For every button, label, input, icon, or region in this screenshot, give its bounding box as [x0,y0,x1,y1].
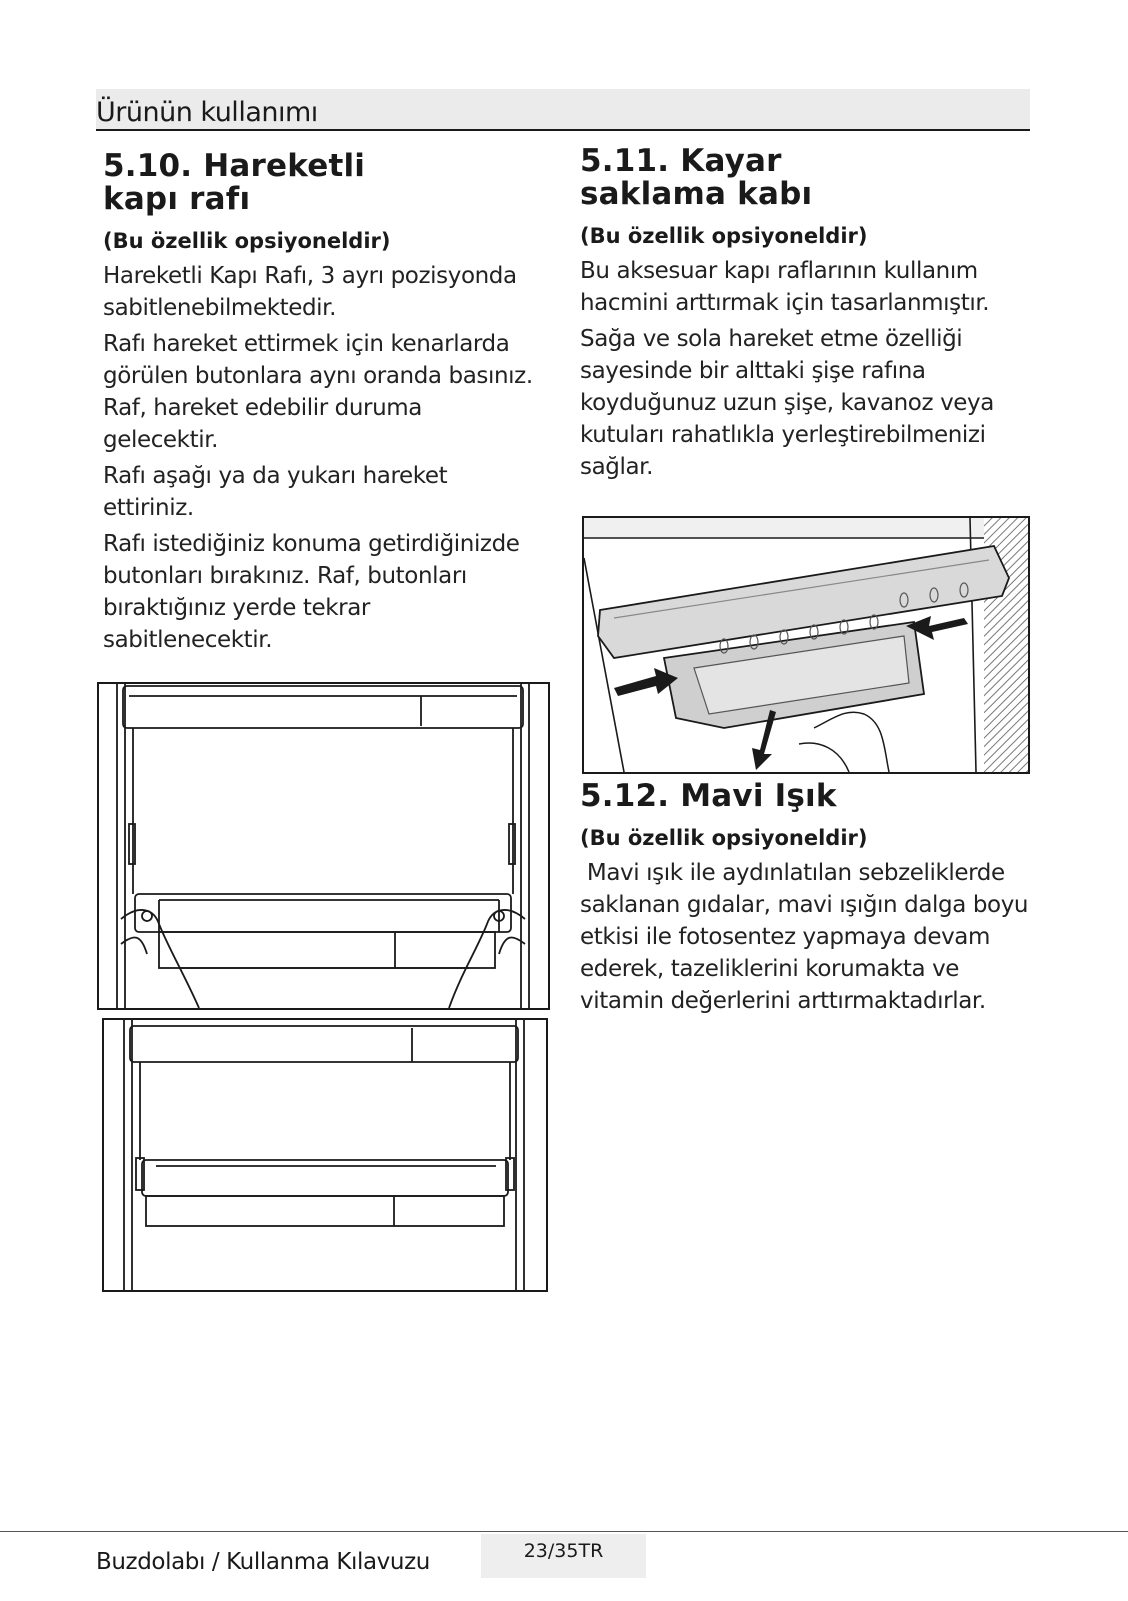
section-5-10 [103,150,543,660]
paragraph: Bu aksesuar kapı raflarının kullanım hacmini arttırmak için tasarlanmıştır. [580,258,990,316]
optional-note: (Bu özellik opsiyoneldir) [580,224,868,248]
paragraph: Sağa ve sola hareket etme özelliği sayesinde bir alttaki şişe rafına koyduğunuz uzun şişe, kavanoz veya kutuları rahatlıkla yerleştirebilmenizi sağlar. [580,326,994,480]
page-number: 23/35TR [481,1534,646,1578]
section-5-11 [580,145,1030,487]
paragraph: Rafı istediğiniz konuma getirdiğinizde butonları bırakınız. Raf, butonları bıraktığınız yerde tekrar sabitlenecektir. [103,531,520,653]
door-shelf-lowered-illustration [104,1020,546,1290]
door-shelf-figure-hands [97,682,550,1010]
section-5-11-heading: 5.11. Kayar saklama kabı [580,143,813,212]
door-shelf-figure-lowered [102,1018,548,1292]
door-shelf-illustration [99,684,548,1008]
sliding-storage-box-illustration [584,518,1028,772]
optional-note: (Bu özellik opsiyoneldir) [580,826,868,850]
paragraph: Hareketli Kapı Rafı, 3 ayrı pozisyonda sabitlenebilmektedir. [103,263,517,321]
section-title: Ürünün kullanımı [96,97,318,128]
section-5-12 [580,778,1036,1021]
paragraph: Rafı hareket ettirmek için kenarlarda görülen butonlara aynı oranda basınız. Raf, hareket edebilir duruma gelecektir. [103,331,533,453]
optional-note: (Bu özellik opsiyoneldir) [103,229,391,253]
paragraph: Rafı aşağı ya da yukarı hareket ettiriniz. [103,463,448,521]
sliding-storage-box-figure [582,516,1030,774]
paragraph: Mavi ışık ile aydınlatılan sebzeliklerde saklanan gıdalar, mavi ışığın dalga boyu etkisi ile fotosentez yapmaya devam ederek, tazeliklerini korumakta ve vitamin değerlerini arttırmaktadırlar. [580,860,1036,1014]
section-5-10-heading: 5.10. Hareketli kapı rafı [103,148,366,217]
footer-manual-title: Buzdolabı / Kullanma Kılavuzu [96,1549,430,1575]
footer-divider [0,1531,1128,1532]
section-5-12-heading: 5.12. Mavi Işık [580,778,837,814]
section-header [96,89,1030,131]
